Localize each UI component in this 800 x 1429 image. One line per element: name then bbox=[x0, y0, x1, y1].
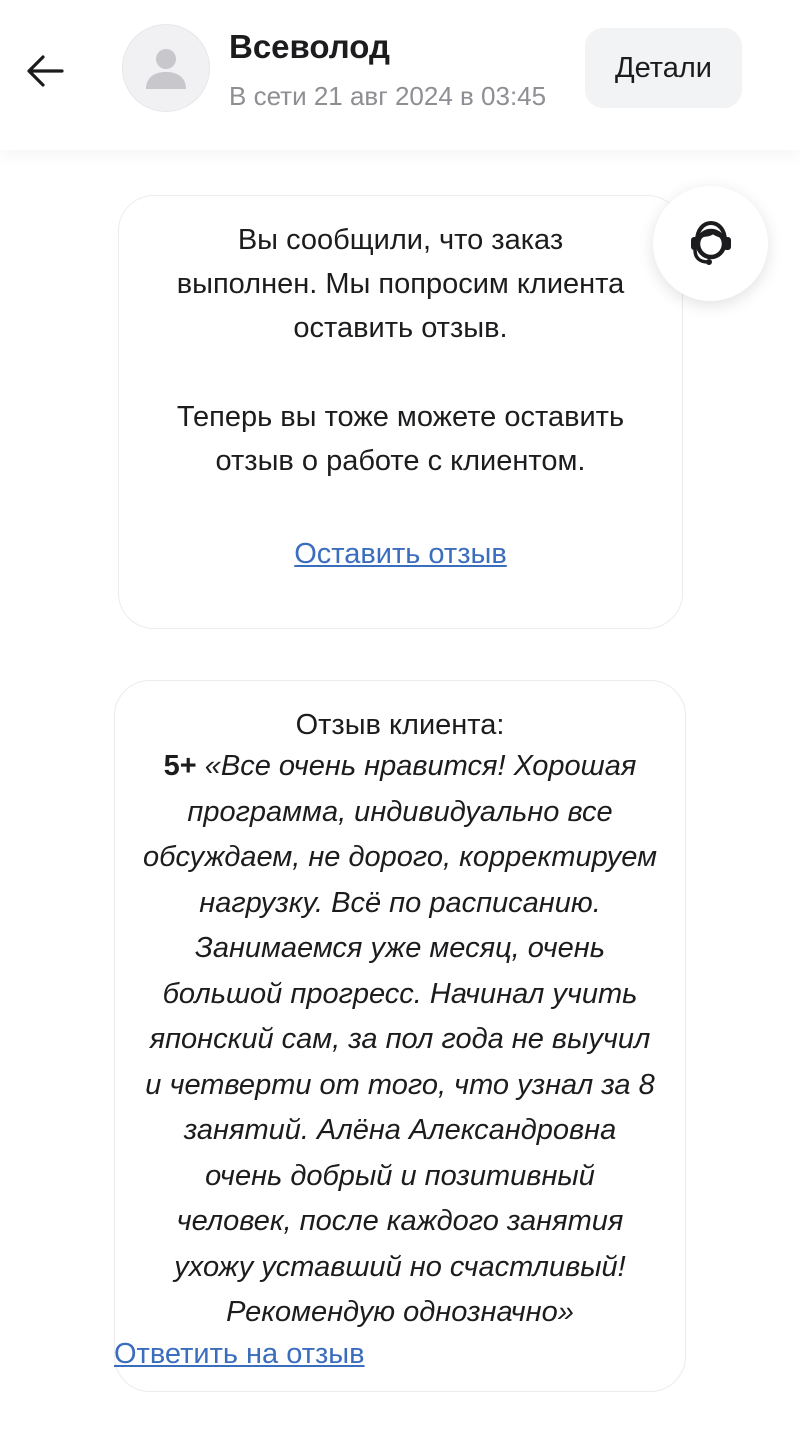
review-line: и четверти от того, что узнал за 8 bbox=[145, 1068, 655, 1101]
support-button[interactable] bbox=[653, 186, 768, 301]
review-text bbox=[26, 744, 774, 1336]
back-button[interactable] bbox=[18, 44, 72, 98]
review-line: программа, индивидуально все bbox=[187, 795, 613, 828]
review-line: человек, после каждого занятия bbox=[176, 1205, 624, 1237]
reply-to-review-link[interactable]: Ответить на отзыв bbox=[114, 1338, 365, 1370]
details-button[interactable]: Детали bbox=[585, 28, 742, 108]
leave-review-link[interactable]: Оставить отзыв bbox=[294, 538, 507, 570]
review-line: «Все очень нравится! Хорошая bbox=[204, 750, 637, 782]
message-line: оставить отзыв. bbox=[293, 312, 508, 344]
chat-header bbox=[0, 0, 800, 150]
arrow-left-icon bbox=[26, 54, 64, 88]
review-line-first bbox=[26, 744, 774, 790]
review-line: обсуждаем, не дорого, корректируем bbox=[143, 841, 657, 873]
review-line: Занимаемся уже месяц, очень bbox=[195, 932, 605, 964]
review-title: Отзыв клиента: bbox=[295, 709, 505, 741]
avatar[interactable] bbox=[122, 24, 210, 112]
review-line: нагрузку. Всё по расписанию. bbox=[199, 886, 601, 919]
review-line: ухожу уставший но счастливый! bbox=[174, 1250, 626, 1283]
leave-review-hint bbox=[139, 395, 662, 483]
review-rating: 5+ bbox=[163, 750, 197, 782]
review-line: занятий. Алёна Александровна bbox=[183, 1114, 617, 1146]
order-completed-message bbox=[139, 218, 662, 350]
review-line: Рекомендую однозначно» bbox=[226, 1296, 574, 1328]
online-status: В сети 21 авг 2024 в 03:45 bbox=[229, 81, 547, 111]
review-line: большой прогресс. Начинал учить bbox=[162, 977, 638, 1010]
message-line: отзыв о работе с клиентом. bbox=[215, 445, 586, 477]
review-line: очень добрый и позитивный bbox=[205, 1159, 595, 1192]
system-message-card bbox=[118, 195, 683, 629]
person-silhouette-icon bbox=[143, 45, 189, 91]
message-line: выполнен. Мы попросим клиента bbox=[176, 268, 625, 300]
message-line: Вы сообщили, что заказ bbox=[237, 224, 564, 256]
contact-name: Всеволод bbox=[229, 28, 390, 65]
review-line: японский сам, за пол года не выучил bbox=[149, 1023, 651, 1055]
message-line: Теперь вы тоже можете оставить bbox=[176, 401, 625, 433]
support-agent-headset-icon bbox=[684, 217, 738, 271]
